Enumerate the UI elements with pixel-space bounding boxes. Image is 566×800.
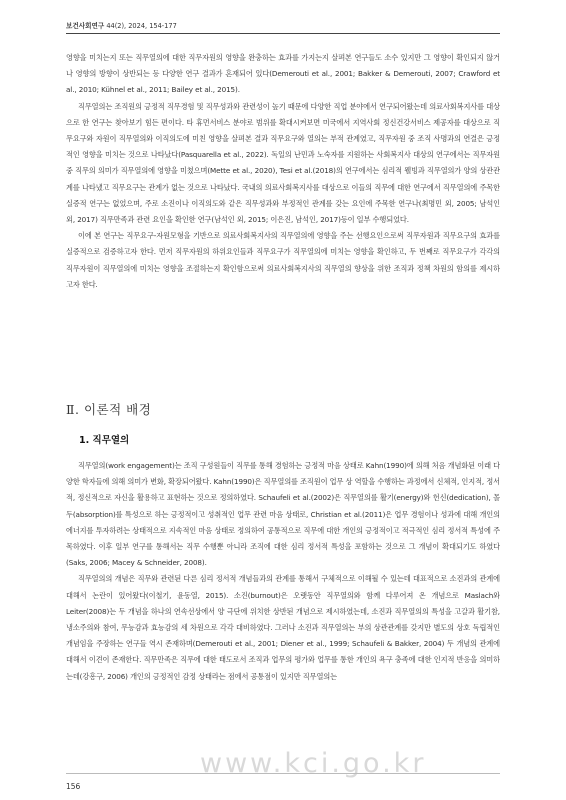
paragraph: 이에 본 연구는 직무요구-자원모형을 기반으로 의료사회복지사의 직무열의에 영향을 주는 선행요인으로써 직무자원과 직무요구의 효과를 실증적으로 검증하고자 한다. 먼저 직무자원의 하위요인들과 직무요구가 직무열의에 미치는 영향을 확인하고, 두 번째로 직무요구가 각각의 직무자원이 직무열의에 미치는 영향을 조절하는지 확인함으로써 의료사회복지사의 직무열의 향상을 위한 조직과 정책 차원의 함의를 제시하고자 한다.: [66, 231, 500, 289]
running-header: [66, 20, 506, 30]
section-heading: Ⅱ. 이론적 배경: [66, 402, 152, 417]
theory-text-block: [66, 458, 500, 685]
subsection-heading: 1. 직무열의: [79, 435, 130, 446]
page-number: 156: [66, 782, 81, 791]
paragraph: 직무열의는 조직원의 긍정적 직무경험 및 직무성과와 관련성이 높기 때문에 다양한 직업 분야에서 연구되어왔는데 의료사회복지사를 대상으로 한 연구는 찾아보기 힘든 편이다. 타 휴먼서비스 분야로 범위를 확대시켜보면 미국에서 지역사회 정신건강서비스 제공자를 대상으로 직무요구와 자원이 직무열의와 이직의도에 미친 영향을 살펴본 결과 직무요구와 열의는 부적 관계였고, 직무자원 중 조직 사명과의 연결은 긍정적인 영향을 미치는 것으로 나타났다(Pasquarella et al., 2022). 독일의 난민과 노숙자를 지원하는 사회복지사 대상의 연구에서는 직무자원 중 직무의 의미가 직무열의에 영향을 미쳤으며(Mette et al., 2020), Tesi et al.(2018)의 연구에서는 심리적 웰빙과 직무열의가 양의 상관관계를 나타냈고 직무요구는 관계가 없는 것으로 나타났다. 국내의 의료사회복지사를 대상으로 이들의 직무에 대한 연구에서 직무열의에 주목한 실증적 연구는 없었으며, 주로 소진이나 이직의도와 같은 직무성과와 부정적인 관계를 갖는 요인에 주목한 연구나(최명민 외, 2005; 남석인 외, 2017) 직무만족과 관련 요인을 확인한 연구(남석인 외, 2015; 이은진, 남석인, 2017)등이 일부 수행되었다.: [66, 101, 500, 225]
journal-name: 보건사회연구: [66, 22, 105, 30]
paragraph: 직무열의(work engagement)는 조직 구성원들이 직무를 통해 경험하는 긍정적 마음 상태로 Kahn(1990)에 의해 처음 개념화된 이래 다양한 학자들에 의해 의미가 변화, 확장되어왔다. Kahn(1990)은 직무열의를 조직원이 업무 상 역할을 수행하는 과정에서 신체적, 인지적, 정서적, 정신적으로 자신을 활용하고 표현하는 것으로 정의하였다. Schaufeli et al.(2002)은 직무열의를 활기(energy)와 헌신(dedication), 몰두(absorption)를 특성으로 하는 긍정적이고 성취적인 업무 관련 마음 상태로, Christian et al.(2011)은 업무 경험이나 성과에 대해 개인의 에너지를 투자하려는 상태적으로 지속적인 마음 상태로 정의하여 공통적으로 직무에 대한 개인의 긍정적이고 적극적인 심리 정서적 특성에 주목하였다. 이후 일부 연구를 통해서는 직무 수행뿐 아니라 조직에 대한 심리 정서적 특성을 포함하는 것으로 그 개념이 확대되기도 하였다(Saks, 2006; Macey & Schneider, 2008).: [66, 461, 500, 568]
watermark: www.kci.go.kr: [200, 748, 427, 779]
intro-text-block: [66, 50, 500, 293]
footer-divider: [66, 773, 500, 774]
paragraph: 직무열의의 개념은 직무와 관련된 다른 심리 정서적 개념들과의 관계를 통해서 구체적으로 이해될 수 있는데 대표적으로 소진과의 관계에 대해서 논란이 있어왔다(이철기, 윤동열, 2015). 소진(burnout)은 오랫동안 직무열의와 함께 다루어져 온 개념으로 Maslach와 Leiter(2008)는 두 개념을 하나의 연속선상에서 양 극단에 위치한 상반된 개념으로 제시하였는데, 소진과 직무열의의 특성을 고갈과 활기참, 냉소주의와 참여, 무능감과 효능감의 세 차원으로 각각 대비하였다. 그러나 소진과 직무열의는 부의 상관관계를 갖지만 별도의 상호 독립적인 개념임을 주장하는 연구들 역시 존재하며(Demerouti et al., 2001; Diener et al., 1999; Schaufeli & Bakker, 2004) 두 개념의 관계에 대해서 이견이 존재한다. 직무만족은 직무에 대한 태도로서 조직과 업무의 평가와 업무를 통한 개인의 욕구 충족에 대한 인지적 반응을 의미하는데(강흥구, 2006) 개인의 긍정적인 감정 상태라는 점에서 공통점이 있지만 직무열의는: [66, 574, 500, 681]
journal-issue: 44(2), 2024, 154-177: [104, 22, 177, 30]
header-divider: [66, 33, 500, 34]
paragraph: 영향을 미치는지 또는 직무열의에 대한 직무자원의 영향을 완충하는 효과를 가지는지 살펴본 연구들도 소수 있지만 그 영향이 확인되지 않거나 영향의 방향이 상반되는 등 다양한 연구 결과가 혼재되어 있다(Demerouti et al., 2001; Bakker & Demerouti, 2007; Crawford et al., 2010; Kühnel et al., 2011; Bailey et al., 2015).: [66, 53, 500, 95]
